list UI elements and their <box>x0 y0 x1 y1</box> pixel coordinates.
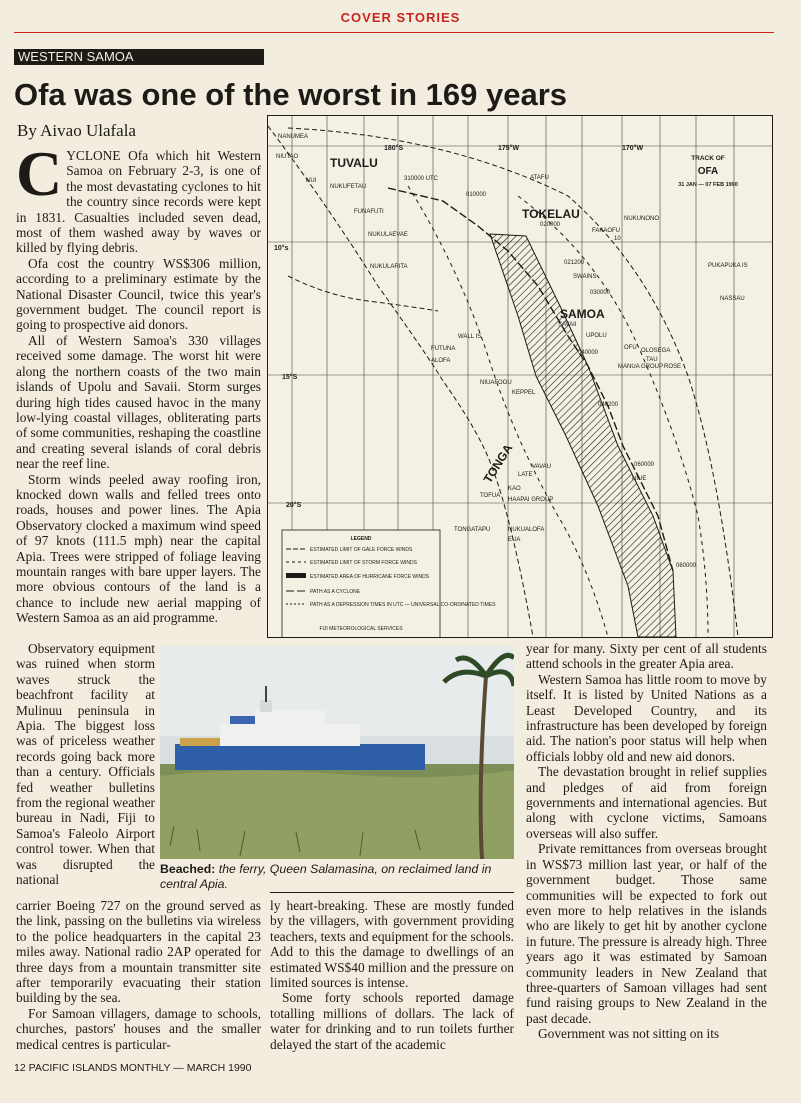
parallel-label: 15°S <box>282 374 298 381</box>
place-label: TONGATAPU <box>454 527 491 533</box>
legend-item: ESTIMATED LIMIT OF GALE FORCE WINDS <box>310 547 413 553</box>
paragraph: The devastation brought in relief supplies and pledges of aid from foreign governments and international agencies. But along with cyclone victims, Samoans overseas will also suffer. <box>526 764 767 841</box>
place-label: LATE <box>518 472 533 478</box>
parallel-label: 20°S <box>286 502 302 509</box>
time-label: 060000 <box>634 462 655 468</box>
time-label: 10 <box>614 236 621 242</box>
byline: By Aivao Ulafala <box>17 121 136 140</box>
paragraph: Ofa cost the country WS$306 million, according to a preliminary estimate by the National Disaster Council, twice this year's government budget. The council report is going to prospective aid donors. <box>16 255 261 333</box>
time-label: 040200 <box>598 402 619 408</box>
column-1-top <box>16 138 261 626</box>
map-svg <box>268 116 772 637</box>
place-label: VAVAU <box>532 464 552 470</box>
headline: Ofa was one of the worst in 169 years <box>14 77 568 112</box>
drop-cap: C <box>16 138 63 209</box>
paragraph: Private remittances from overseas brought in WS$73 million last year, or half of the government budget. Those same communities will be expected to fork out even more to help relatives in the islands who are likely to get hit by another cyclone in future. The pressure is already high. Three years ago it was estimated by Samoan community leaders in New Zealand that three-quarters of Samoan villages had sent fund raising groups to New Zealand in the past decade. <box>526 841 767 1026</box>
column-1-bottom <box>16 898 261 1052</box>
paragraph: ly heart-breaking. These are mostly funded by the villagers, with government providing teachers, texts and equipment for the schools. Add to this the damage to dwellings of an estimated WS$40 million and the pressure on limited sources is intense. <box>270 898 514 991</box>
gale-limit-north <box>288 276 438 311</box>
map-title: OFA <box>697 166 719 177</box>
time-label: 020000 <box>540 222 561 228</box>
meridian-label: 175°W <box>498 145 520 152</box>
parallel-label: 10°s <box>274 245 289 252</box>
place-label: ALOFA <box>431 358 451 364</box>
paragraph: For Samoan villagers, damage to schools, churches, pastors' houses and the smaller medical centres is particular- <box>16 1005 261 1052</box>
place-label: NUKUALOFA <box>508 527 545 533</box>
country-label: TUVALU <box>330 156 378 170</box>
caption-lead: Beached: <box>160 862 216 876</box>
place-label: NUKULAEVAE <box>368 232 408 238</box>
place-label: SAVAII <box>558 322 577 328</box>
caption-rule <box>270 892 514 893</box>
meridian-label: 180°S <box>384 145 404 152</box>
paragraph: All of Western Samoa's 330 villages received some damage. The worst hit were along the northern coasts of the two main islands of Upolu and Savaii. Storm surges during high tides caused havoc in the many low-lying coastal villages, obliterating parts of some communities, reshaping the coastline and creating several islands of coral debris near the reef line. <box>16 332 261 472</box>
paragraph: Government was not sitting on its <box>538 1026 720 1042</box>
legend-item: ESTIMATED AREA OF HURRICANE FORCE WINDS <box>310 574 430 580</box>
paragraph: year for many. Sixty per cent of all students attend schools in the greater Apia area. <box>526 641 767 672</box>
place-label: HAAPAI GROUP <box>508 497 554 503</box>
place-label: KAO <box>508 486 521 492</box>
paragraph: Western Samoa has little room to move by itself. It is listed by United Nations as a Least Developed Country, and its infrastructure has been developed by foreign aid. The nation's poor status will help when officials lobby old and new aid donors. <box>526 671 767 764</box>
legend-item: PATH AS A CYCLONE <box>310 589 361 595</box>
place-label: WALL IS <box>458 334 482 340</box>
place-label: EUA <box>508 537 521 543</box>
place-label: NUKUFETAU <box>330 184 367 190</box>
place-label: NIUTAO <box>276 154 299 160</box>
place-label: OLOSEGA <box>641 348 671 354</box>
map-legend <box>282 530 496 637</box>
photo-caption <box>160 862 516 892</box>
paragraph: Some forty schools reported damage totalling millions of dollars. The lack of water for drinking and to run toilets further delayed the start of the academic <box>270 990 514 1052</box>
header-rule <box>14 32 774 33</box>
paragraph: Storm winds peeled away roofing iron, knocked down walls and felled trees onto roads, houses and power lines. The Apia Observatory clocked a maximum wind speed of 97 knots (111.5 mph) near the capital Apia. Trees were stripped of foliage leaving mountain ranges with bare upper layers. The more obvious contours of the land is a chance to include new aerial mapping of Western Samoa as an aid programme. <box>16 471 261 626</box>
place-label: NUKULARITA <box>370 264 408 270</box>
caption-text: the ferry, Queen Salamasina, on reclaimed land in central Apia. <box>160 862 492 891</box>
place-label: UPOLU <box>586 333 607 339</box>
legend-credit: FIJI METEOROLOGICAL SERVICES <box>319 626 403 632</box>
place-label: NANUMEA <box>278 134 309 140</box>
paragraph: CYCLONE Ofa which hit Western Samoa on February 2-3, is one of the most devastating cyclones to hit the country since records were kept in 1831. Casualties included seven dead, most of them washed away by waves or killed by flying debris. <box>16 138 261 256</box>
section-header: COVER STORIES <box>340 10 461 25</box>
place-label: ATAFU <box>530 175 549 181</box>
cyclone-track-map <box>267 115 773 638</box>
place-label: FUNAFUTI <box>354 209 384 215</box>
place-label: MANUA GROUP <box>618 364 664 370</box>
country-label: SAMOA <box>560 307 605 321</box>
country-label: TONGA <box>480 441 516 486</box>
country-label: TOKELAU <box>522 207 580 221</box>
time-label: 030000 <box>590 290 611 296</box>
map-title: 31 JAN — 07 FEB 1990 <box>678 182 738 188</box>
time-label: 060000 <box>676 563 697 569</box>
place-label: PUKAPUKA IS <box>708 263 748 269</box>
paragraph: carrier Boeing 727 on the ground served as the link, passing on the bulletins via wireless to the police headquarters in the capital 23 miles away. National radio 2AP operated for three days from a mountain transmitter site after temporarily evacuating their station building by the sea. <box>16 898 261 1006</box>
legend-item: ESTIMATED LIMIT OF STORM FORCE WINDS <box>310 560 417 566</box>
place-label: OFU <box>624 345 637 351</box>
time-label: 040000 <box>578 350 599 356</box>
photo-illustration <box>160 646 514 859</box>
ferry-photo <box>160 646 514 859</box>
place-label: NASSAU <box>720 296 745 302</box>
meridian-label: 170°W <box>622 145 644 152</box>
legend-title: LEGEND <box>350 536 372 542</box>
column-3 <box>526 641 767 1042</box>
map-title: TRACK OF <box>691 155 725 162</box>
place-label: TOFUA <box>480 493 501 499</box>
page-footer: 12 PACIFIC ISLANDS MONTHLY — MARCH 1990 <box>14 1062 252 1074</box>
place-label: NUKUNONO <box>624 216 660 222</box>
place-label: ROSE <box>664 364 682 370</box>
place-label: KEPPEL <box>512 390 536 396</box>
place-label: NIUAFOOU <box>480 380 512 386</box>
place-label: FAKAOFU <box>592 228 621 234</box>
place-label: TAU <box>646 357 658 363</box>
legend-item: PATH AS A DEPRESSION TIMES IN UTC — UNIVERSAL CO-ORDINATED TIMES <box>310 602 496 608</box>
column-2 <box>270 898 514 1052</box>
column-1-narrow <box>16 641 155 888</box>
kicker-label: WESTERN SAMOA <box>14 49 264 65</box>
storm-limit-east <box>518 196 708 637</box>
time-label: 310000 UTC <box>404 176 439 182</box>
paragraph: Observatory equipment was ruined when storm waves struck the beachfront facility at Mulinuu peninsula in Apia. The biggest loss was of priceless weather records going back more than a century. Officials fed weather bulletins from the regional weather bureau in Nadi, Fiji to Samoa's Faleolo Airport control tower. When that was disrupted the national <box>16 641 155 888</box>
place-label: NUI <box>306 178 317 184</box>
place-label: SWAINS <box>573 274 597 280</box>
place-label: NIUE <box>632 476 647 482</box>
time-label: 010000 <box>466 192 487 198</box>
time-label: 021200 <box>564 260 585 266</box>
place-label: FUTUNA <box>431 346 456 352</box>
